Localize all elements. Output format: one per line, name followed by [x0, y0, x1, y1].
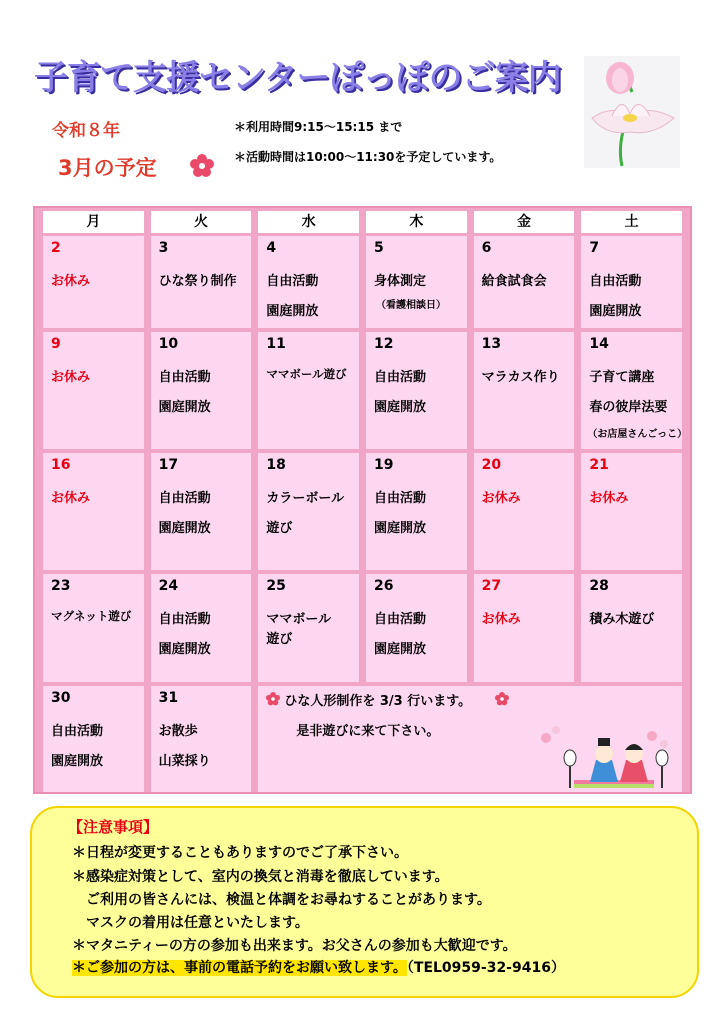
- activity-text: 給食試食会: [481, 274, 547, 289]
- day-number: 19: [374, 457, 394, 473]
- day-number: 10: [158, 336, 179, 352]
- activity-text: お休み: [51, 370, 91, 385]
- activity-text: 子育て講座: [589, 370, 655, 385]
- activity-text: お休み: [51, 274, 91, 289]
- day-number: 27: [481, 578, 502, 594]
- day-number: 21: [589, 457, 609, 473]
- activity-text: 自由活動: [374, 612, 427, 627]
- activity-text: 身体測定: [374, 274, 427, 289]
- lotus-icon: [584, 56, 680, 168]
- activity-text: 園庭開放: [589, 304, 642, 319]
- day-number: 2: [51, 240, 61, 256]
- activity-text: 園庭開放: [51, 754, 104, 769]
- day-number: 14: [589, 336, 609, 352]
- activity-text: 自由活動: [158, 491, 211, 506]
- sakura-icon: [266, 692, 280, 706]
- activity-note: （お店屋さんごっこ）: [587, 429, 688, 440]
- weekday-header: 土: [581, 211, 682, 233]
- activity-text: お休み: [481, 612, 521, 627]
- activity-text: マラカス作り: [481, 370, 560, 385]
- activity-text: ママボール遊び: [266, 367, 347, 381]
- day-number: 7: [589, 240, 600, 256]
- era-year: 令和８年: [52, 121, 120, 141]
- activity-text: 園庭開放: [374, 521, 427, 536]
- activity-text: カラーボール: [266, 491, 345, 506]
- caution-line: ＊日程が変更することもありますのでご了承下さい。: [72, 845, 408, 861]
- notice-line-1: ひな人形制作を 3/3 行います。: [284, 694, 472, 709]
- day-number: 24: [158, 578, 179, 594]
- day-number: 18: [266, 457, 286, 473]
- weekday-header: 月: [43, 211, 144, 233]
- caution-line: ＊感染症対策として、室内の換気と消毒を徹底しています。: [72, 869, 449, 885]
- activity-text: 自由活動: [266, 274, 319, 289]
- usage-hours: ＊利用時間9:15～15:15 まで: [234, 120, 403, 134]
- day-number: 13: [481, 336, 502, 352]
- weekday-header: 水: [258, 211, 359, 233]
- day-number: 20: [481, 457, 502, 473]
- hina-dolls-icon: [532, 724, 672, 790]
- day-number: 4: [266, 240, 277, 256]
- day-number: 11: [266, 336, 286, 352]
- page-title: 子育て支援センターぽっぽのご案内: [34, 58, 561, 98]
- caution-line: ご利用の皆さんには、検温と体調をお尋ねすることがあります。: [72, 892, 491, 908]
- weekday-header: 火: [151, 211, 252, 233]
- activity-note: （看護相談日）: [376, 300, 446, 311]
- reservation-highlight: ＊ご参加の方は、事前の電話予約をお願い致します。: [72, 960, 407, 976]
- activity-text: ママボール: [266, 612, 332, 627]
- day-number: 5: [374, 240, 384, 256]
- weekday-header: 木: [366, 211, 467, 233]
- activity-text: 園庭開放: [374, 642, 427, 657]
- caution-title: 【注意事項】: [68, 818, 159, 836]
- notice-line-2: 是非遊びに来て下さい。: [296, 724, 440, 739]
- day-number: 16: [51, 457, 71, 473]
- day-number: 31: [158, 690, 179, 706]
- day-number: 30: [51, 690, 71, 706]
- activity-text: 春の彼岸法要: [589, 400, 668, 415]
- activity-hours: ＊活動時間は10:00～11:30を予定しています。: [234, 150, 502, 164]
- day-number: 28: [589, 578, 609, 594]
- activity-text: 園庭開放: [266, 304, 319, 319]
- activity-text: 自由活動: [51, 724, 104, 739]
- activity-text: ひな祭り制作: [158, 274, 237, 289]
- day-number: 26: [374, 578, 394, 594]
- activity-text: 園庭開放: [158, 642, 211, 657]
- activity-text: 遊び: [266, 632, 293, 647]
- sakura-icon: [495, 692, 509, 706]
- activity-text: 自由活動: [589, 274, 642, 289]
- day-number: 3: [158, 240, 169, 256]
- activity-text: 自由活動: [158, 612, 211, 627]
- sakura-icon: [190, 154, 214, 178]
- day-number: 23: [51, 578, 71, 594]
- activity-text: お休み: [481, 491, 521, 506]
- activity-text: 園庭開放: [158, 521, 211, 536]
- activity-text: お休み: [589, 491, 629, 506]
- caution-line: マスクの着用は任意といたします。: [72, 915, 309, 931]
- day-number: 12: [374, 336, 394, 352]
- activity-text: 山菜採り: [158, 754, 211, 769]
- weekday-header: 金: [474, 211, 575, 233]
- month-label: 3月の予定: [58, 156, 157, 180]
- activity-text: マグネット遊び: [51, 609, 132, 623]
- activity-text: お散歩: [158, 724, 198, 739]
- day-number: 25: [266, 578, 286, 594]
- caution-line: ＊マタニティーの方の参加も出来ます。お父さんの参加も大歓迎です。: [72, 938, 517, 954]
- activity-text: 園庭開放: [374, 400, 427, 415]
- activity-text: 自由活動: [374, 491, 427, 506]
- day-number: 17: [158, 457, 179, 473]
- day-number: 9: [51, 336, 61, 352]
- activity-text: お休み: [51, 491, 91, 506]
- phone-number: （TEL0959-32-9416）: [406, 960, 565, 976]
- activity-text: 園庭開放: [158, 400, 211, 415]
- day-number: 6: [481, 240, 492, 256]
- activity-text: 自由活動: [374, 370, 427, 385]
- reservation-line: [72, 957, 565, 977]
- activity-text: 自由活動: [158, 370, 211, 385]
- activity-text: 積み木遊び: [589, 612, 655, 627]
- activity-text: 遊び: [266, 521, 293, 536]
